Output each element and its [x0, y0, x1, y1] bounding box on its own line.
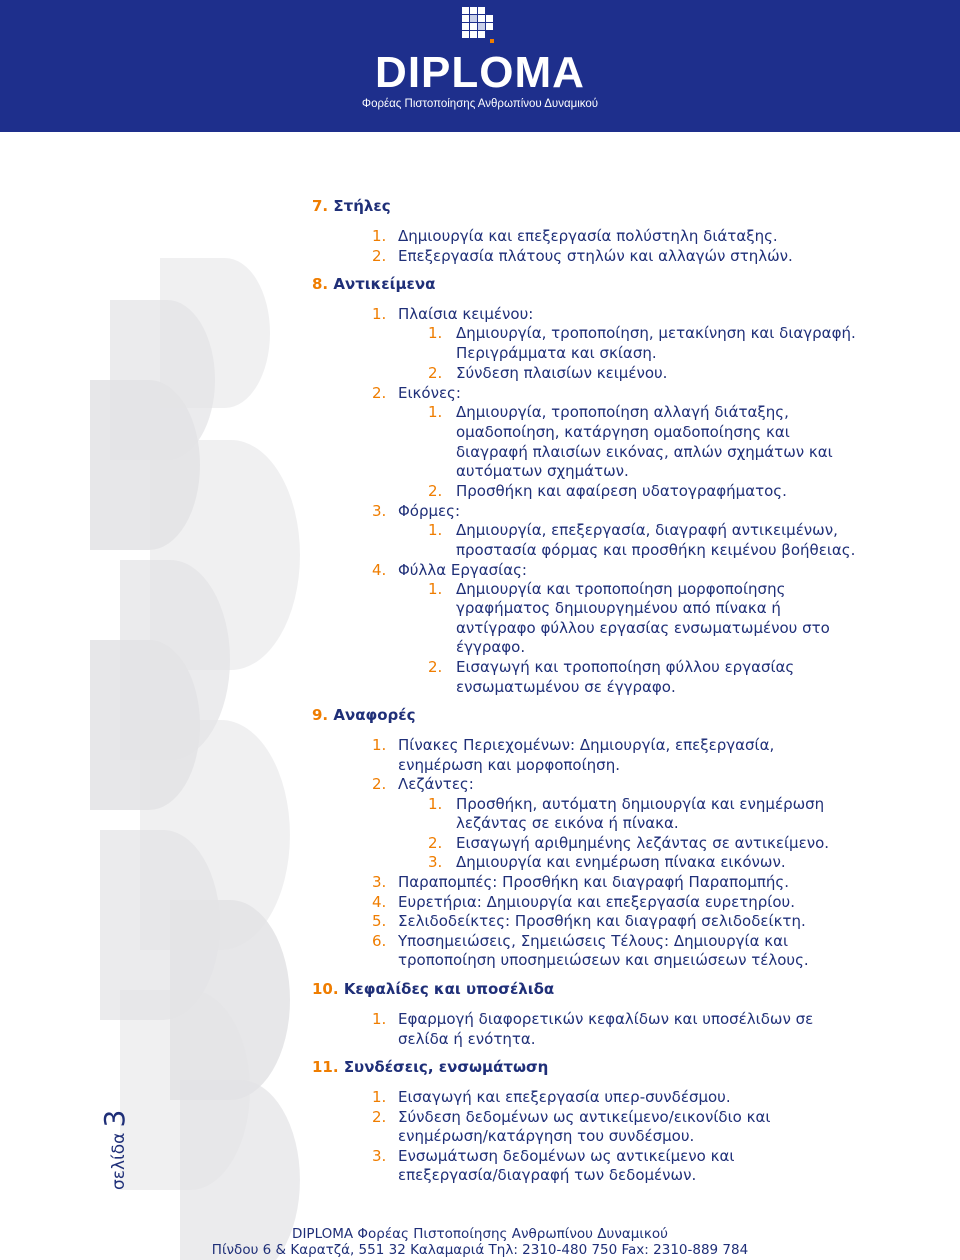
list-item-number: 2.	[372, 247, 387, 265]
list-item-text: Σελιδοδείκτες: Προσθήκη και διαγραφή σελιδοδείκτη.	[398, 912, 806, 930]
list-item-text: Προσθήκη και αφαίρεση υδατογραφήματος.	[456, 482, 787, 500]
list-item-text: αντίγραφο φύλλου εργασίας ενσωματωμένου στο	[456, 619, 830, 637]
list-item-text: Δημιουργία, επεξεργασία, διαγραφή αντικειμένων,	[456, 521, 838, 539]
footer-line-1: DIPLOMA Φορέας Πιστοποίησης Ανθρωπίνου Δυναμικού	[292, 1226, 668, 1242]
list-item-text: Σύνδεση πλαισίων κειμένου.	[456, 364, 668, 382]
list-item-number: 1.	[428, 521, 443, 539]
section-title: Στήλες	[333, 197, 391, 215]
list-item-number: 1.	[372, 736, 387, 754]
list-item-number: 1.	[372, 1088, 387, 1106]
list-item-text: Ενσωμάτωση δεδομένων ως αντικείμενο και	[398, 1147, 735, 1165]
list-item-text: Πίνακες Περιεχομένων: Δημιουργία, επεξεργασία,	[398, 736, 775, 754]
list-item-text: έγγραφο.	[456, 638, 526, 656]
list-item-text: Επεξεργασία πλάτους στηλών και αλλαγών στηλών.	[398, 247, 793, 265]
list-item-text: Εικόνες:	[398, 384, 461, 402]
list-item-text: Εισαγωγή αριθμημένης λεζάντας σε αντικείμενο.	[456, 834, 830, 852]
page-number-label	[50, 1110, 130, 1200]
section-title: Συνδέσεις, ενσωμάτωση	[343, 1058, 549, 1076]
list-item-number: 5.	[372, 912, 387, 930]
list-item-text: Σύνδεση δεδομένων ως αντικείμενο/εικονίδιο και	[398, 1108, 771, 1126]
section-heading	[312, 274, 435, 294]
list-item-number: 4.	[372, 561, 387, 579]
list-item-text: ενημέρωση και μορφοποίηση.	[398, 756, 620, 774]
section-title: Αντικείμενα	[333, 275, 436, 293]
list-item-text: Δημιουργία, τροποποίηση, μετακίνηση και διαγραφή.	[456, 324, 856, 342]
section-heading	[312, 979, 554, 999]
list-item-text: Λεζάντες:	[398, 775, 474, 793]
list-item-text: Πλαίσια κειμένου:	[398, 305, 534, 323]
list-item-text: ενσωματωμένου σε έγγραφο.	[456, 678, 676, 696]
list-item-text: Προσθήκη, αυτόματη δημιουργία και ενημέρωση	[456, 795, 825, 813]
list-item-text: Περιγράμματα και σκίαση.	[456, 344, 657, 362]
list-item-text: διαγραφή πλαισίων εικόνας, απλών σχημάτων και	[456, 443, 833, 461]
list-item-text: γραφήματος δημιουργημένου από πίνακα ή	[456, 599, 781, 617]
list-item-number: 1.	[428, 580, 443, 598]
footer-line-2: Πίνδου 6 & Καρατζά, 551 32 Καλαμαριά Τηλ: 2310-480 750 Fax: 2310-889 784	[211, 1242, 749, 1258]
list-item-text: Φύλλα Εργασίας:	[398, 561, 527, 579]
list-item-number: 1.	[372, 305, 387, 323]
list-item-number: 2.	[372, 1108, 387, 1126]
section-number: 8.	[312, 275, 329, 293]
section-title: Αναφορές	[333, 706, 416, 724]
list-item-number: 1.	[428, 403, 443, 421]
section-number: 7.	[312, 197, 329, 215]
list-item-text: ενημέρωση/κατάργηση του συνδέσμου.	[398, 1127, 695, 1145]
list-item-text: επεξεργασία/διαγραφή των δεδομένων.	[398, 1166, 697, 1184]
list-item-text: τροποποίηση υποσημειώσεων και σημειώσεων τέλους.	[398, 951, 809, 969]
section-title: Κεφαλίδες και υποσέλιδα	[343, 980, 555, 998]
logo-text: DIPLOMA	[375, 48, 585, 97]
page-word: σελίδα	[109, 1132, 129, 1190]
list-item-text: λεζάντας σε εικόνα ή πίνακα.	[456, 814, 679, 832]
list-item-text: Φόρμες:	[398, 502, 461, 520]
list-item-number: 2.	[372, 384, 387, 402]
list-item-number: 3.	[428, 853, 443, 871]
section-heading	[312, 1057, 548, 1077]
list-item-number: 1.	[372, 227, 387, 245]
list-item-number: 2.	[428, 834, 443, 852]
list-item-text: Εφαρμογή διαφορετικών κεφαλίδων και υποσέλιδων σε	[398, 1010, 814, 1028]
list-item-number: 4.	[372, 893, 387, 911]
list-item-number: 3.	[372, 502, 387, 520]
list-item-text: προστασία φόρμας και προσθήκη κειμένου βοήθειας.	[456, 541, 856, 559]
section-number: 9.	[312, 706, 329, 724]
section-heading	[312, 705, 416, 725]
list-item-text: Δημιουργία και τροποποίηση μορφοποίησης	[456, 580, 786, 598]
section-number: 10.	[312, 980, 339, 998]
list-item-number: 3.	[372, 1147, 387, 1165]
logo-subtitle: Φορέας Πιστοποίησης Ανθρωπίνου Δυναμικού	[361, 98, 599, 110]
list-item-number: 1.	[428, 324, 443, 342]
list-item-number: 3.	[372, 873, 387, 891]
list-item-number: 2.	[428, 482, 443, 500]
list-item-number: 1.	[372, 1010, 387, 1028]
list-item-number: 6.	[372, 932, 387, 950]
section-heading	[312, 196, 391, 216]
list-item-text: Παραπομπές: Προσθήκη και διαγραφή Παραπομπής.	[398, 873, 789, 891]
list-item-number: 2.	[372, 775, 387, 793]
list-item-text: Εισαγωγή και επεξεργασία υπερ-συνδέσμου.	[398, 1088, 731, 1106]
list-item-text: Ευρετήρια: Δημιουργία και επεξεργασία ευρετηρίου.	[398, 893, 795, 911]
list-item-number: 1.	[428, 795, 443, 813]
list-item-number: 2.	[428, 364, 443, 382]
list-item-text: αυτόματων σχημάτων.	[456, 462, 629, 480]
list-item-text: Υποσημειώσεις, Σημειώσεις Τέλους: Δημιουργία και	[398, 932, 789, 950]
list-item-text: Δημιουργία και επεξεργασία πολύστηλη διάταξης.	[398, 227, 778, 245]
list-item-text: Δημιουργία και ενημέρωση πίνακα εικόνων.	[456, 853, 786, 871]
list-item-text: Εισαγωγή και τροποποίηση φύλλου εργασίας	[456, 658, 795, 676]
list-item-text: ομαδοποίηση, κατάργηση ομαδοποίησης και	[456, 423, 790, 441]
page-number: 3	[98, 1109, 131, 1128]
list-item-number: 2.	[428, 658, 443, 676]
list-item-text: σελίδα ή ενότητα.	[398, 1030, 536, 1048]
section-number: 11.	[312, 1058, 339, 1076]
list-item-text: Δημιουργία, τροποποίηση αλλαγή διάταξης,	[456, 403, 789, 421]
